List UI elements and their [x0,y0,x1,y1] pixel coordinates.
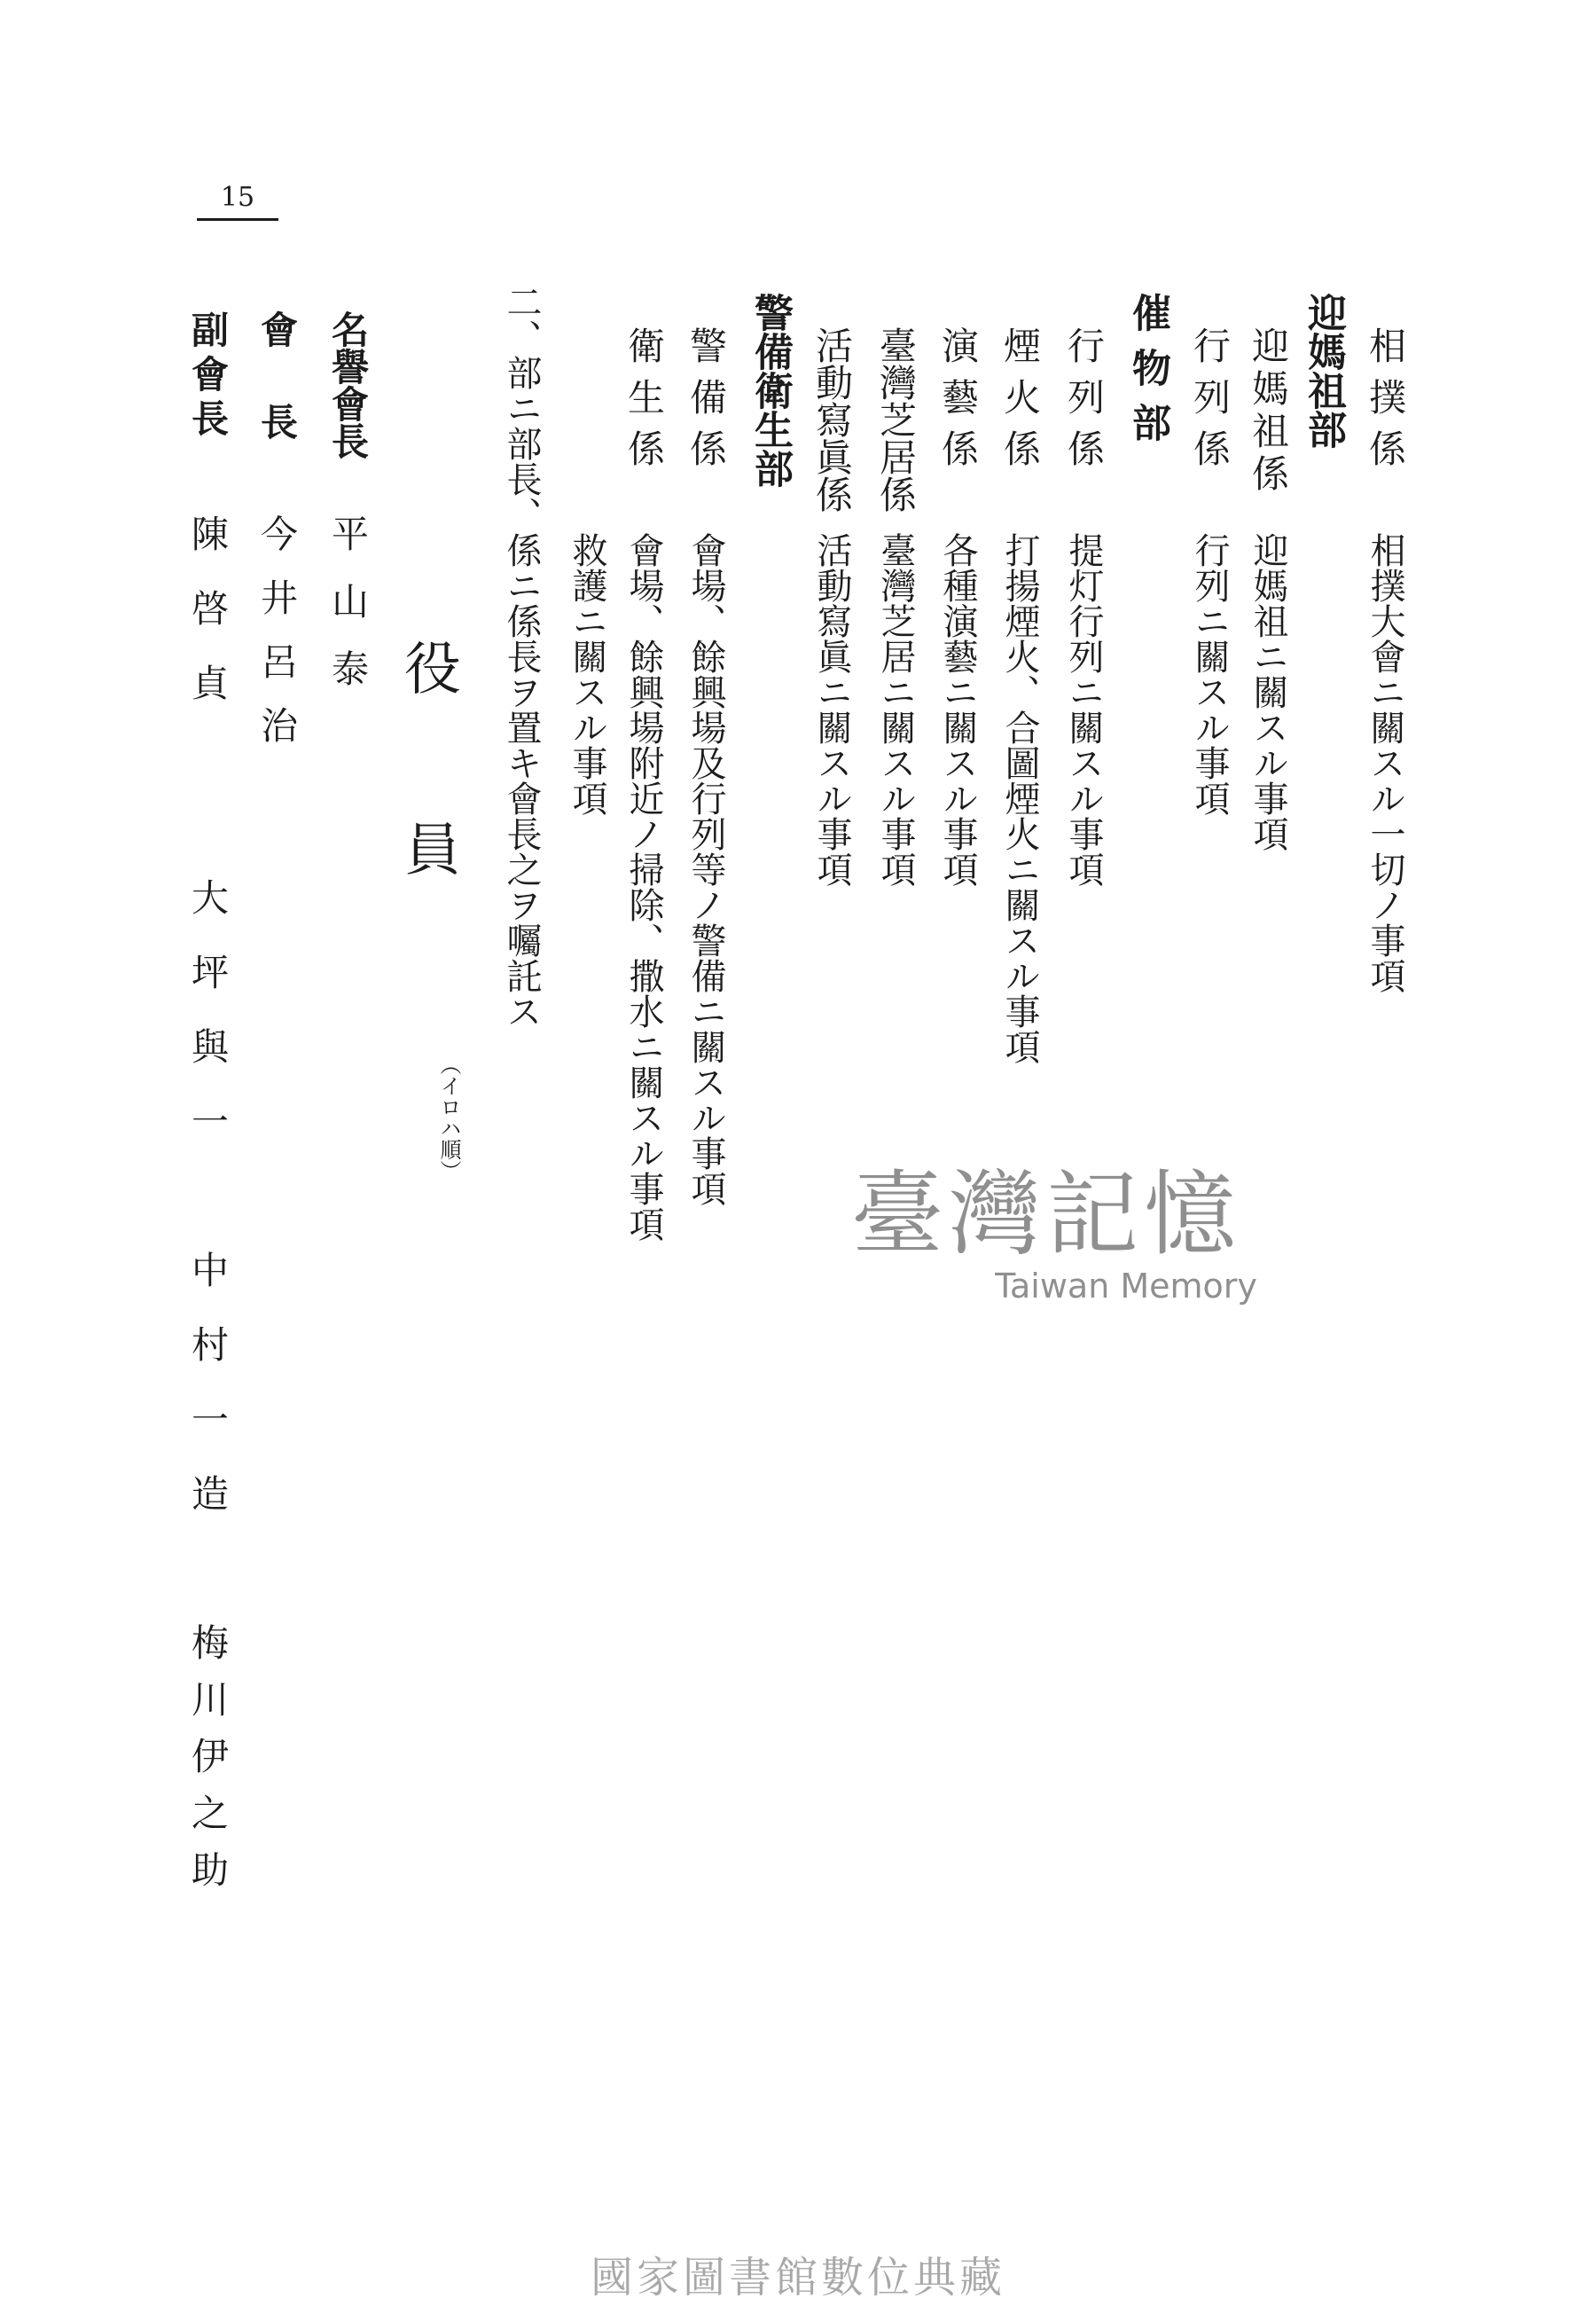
row-label-performance: 演藝係 [936,326,980,481]
row-desc-film: 活動寫眞ニ關スル事項 [811,532,852,887]
page-number: 15 [220,182,255,213]
organization-note: 二、部ニ部長、係ニ係長ヲ置キ會長之ヲ囑託ス [501,284,542,1029]
officer-role-chair: 會長 [255,310,299,495]
row-desc-mazu: 迎媽祖ニ關スル事項 [1248,532,1288,851]
row-label-lantern: 行列係 [1062,326,1106,481]
officer-name-vice-chair-4: 梅川伊之助 [186,1623,230,1907]
row-label-film: 活動寫眞係 [810,326,854,513]
row-desc-first-aid: 救護ニ關スル事項 [567,532,607,816]
library-footer: 國家圖書館數位典藏 [590,2253,1005,2302]
section-heading-mazu: 迎媽祖部 [1301,293,1346,449]
page-number-rule [197,218,278,221]
section-heading-security-health: 警備衛生部 [747,293,793,488]
row-label-procession-mazu: 行列係 [1188,326,1232,481]
row-desc-sumo: 相撲大會ニ關スル一切ノ事項 [1365,532,1405,993]
row-label-sanitation: 衛生係 [622,326,666,481]
row-desc-taiwan-theatre: 臺灣芝居ニ關スル事項 [875,532,916,887]
row-desc-security: 會場、餘興場及行列等ノ警備ニ關スル事項 [685,532,726,1206]
row-desc-fireworks: 打揚煙火、合圖煙火ニ關スル事項 [999,532,1040,1064]
row-desc-performance: 各種演藝ニ關スル事項 [937,532,978,887]
row-desc-lantern: 提灯行列ニ關スル事項 [1063,532,1104,887]
watermark-english-text: Taiwan Memory [995,1267,1257,1306]
row-label-mazu: 迎媽祖係 [1247,326,1290,497]
officer-name-vice-chair-3: 中村一造 [186,1251,230,1549]
officer-name-vice-chair-2: 大坪與一 [186,878,230,1176]
officer-role-honorary-chair: 名譽會長 [326,310,370,459]
officers-order-note: （イロハ順） [436,1054,461,1181]
row-label-sumo: 相撲係 [1364,326,1407,481]
taiwan-memory-watermark [798,1162,1295,1306]
row-label-taiwan-theatre: 臺灣芝居係 [874,326,918,513]
row-label-fireworks: 煙火係 [998,326,1042,481]
watermark-chinese-text: 臺灣記憶 [850,1160,1241,1268]
officer-name-vice-chair-1: 陳啓貞 [186,514,230,738]
row-label-security: 警備係 [685,326,728,481]
officers-title: 役員 [395,639,460,1000]
row-desc-procession-mazu: 行列ニ關スル事項 [1189,532,1230,816]
officer-name-chair: 今井呂治 [255,514,299,770]
officer-role-vice-chair: 副會長 [186,310,230,443]
row-desc-sanitation: 會場、餘興場附近ノ掃除、撒水ニ關スル事項 [623,532,664,1242]
officer-name-honorary-chair: 平山泰 [326,514,370,717]
section-heading-events: 催物部 [1125,293,1170,458]
